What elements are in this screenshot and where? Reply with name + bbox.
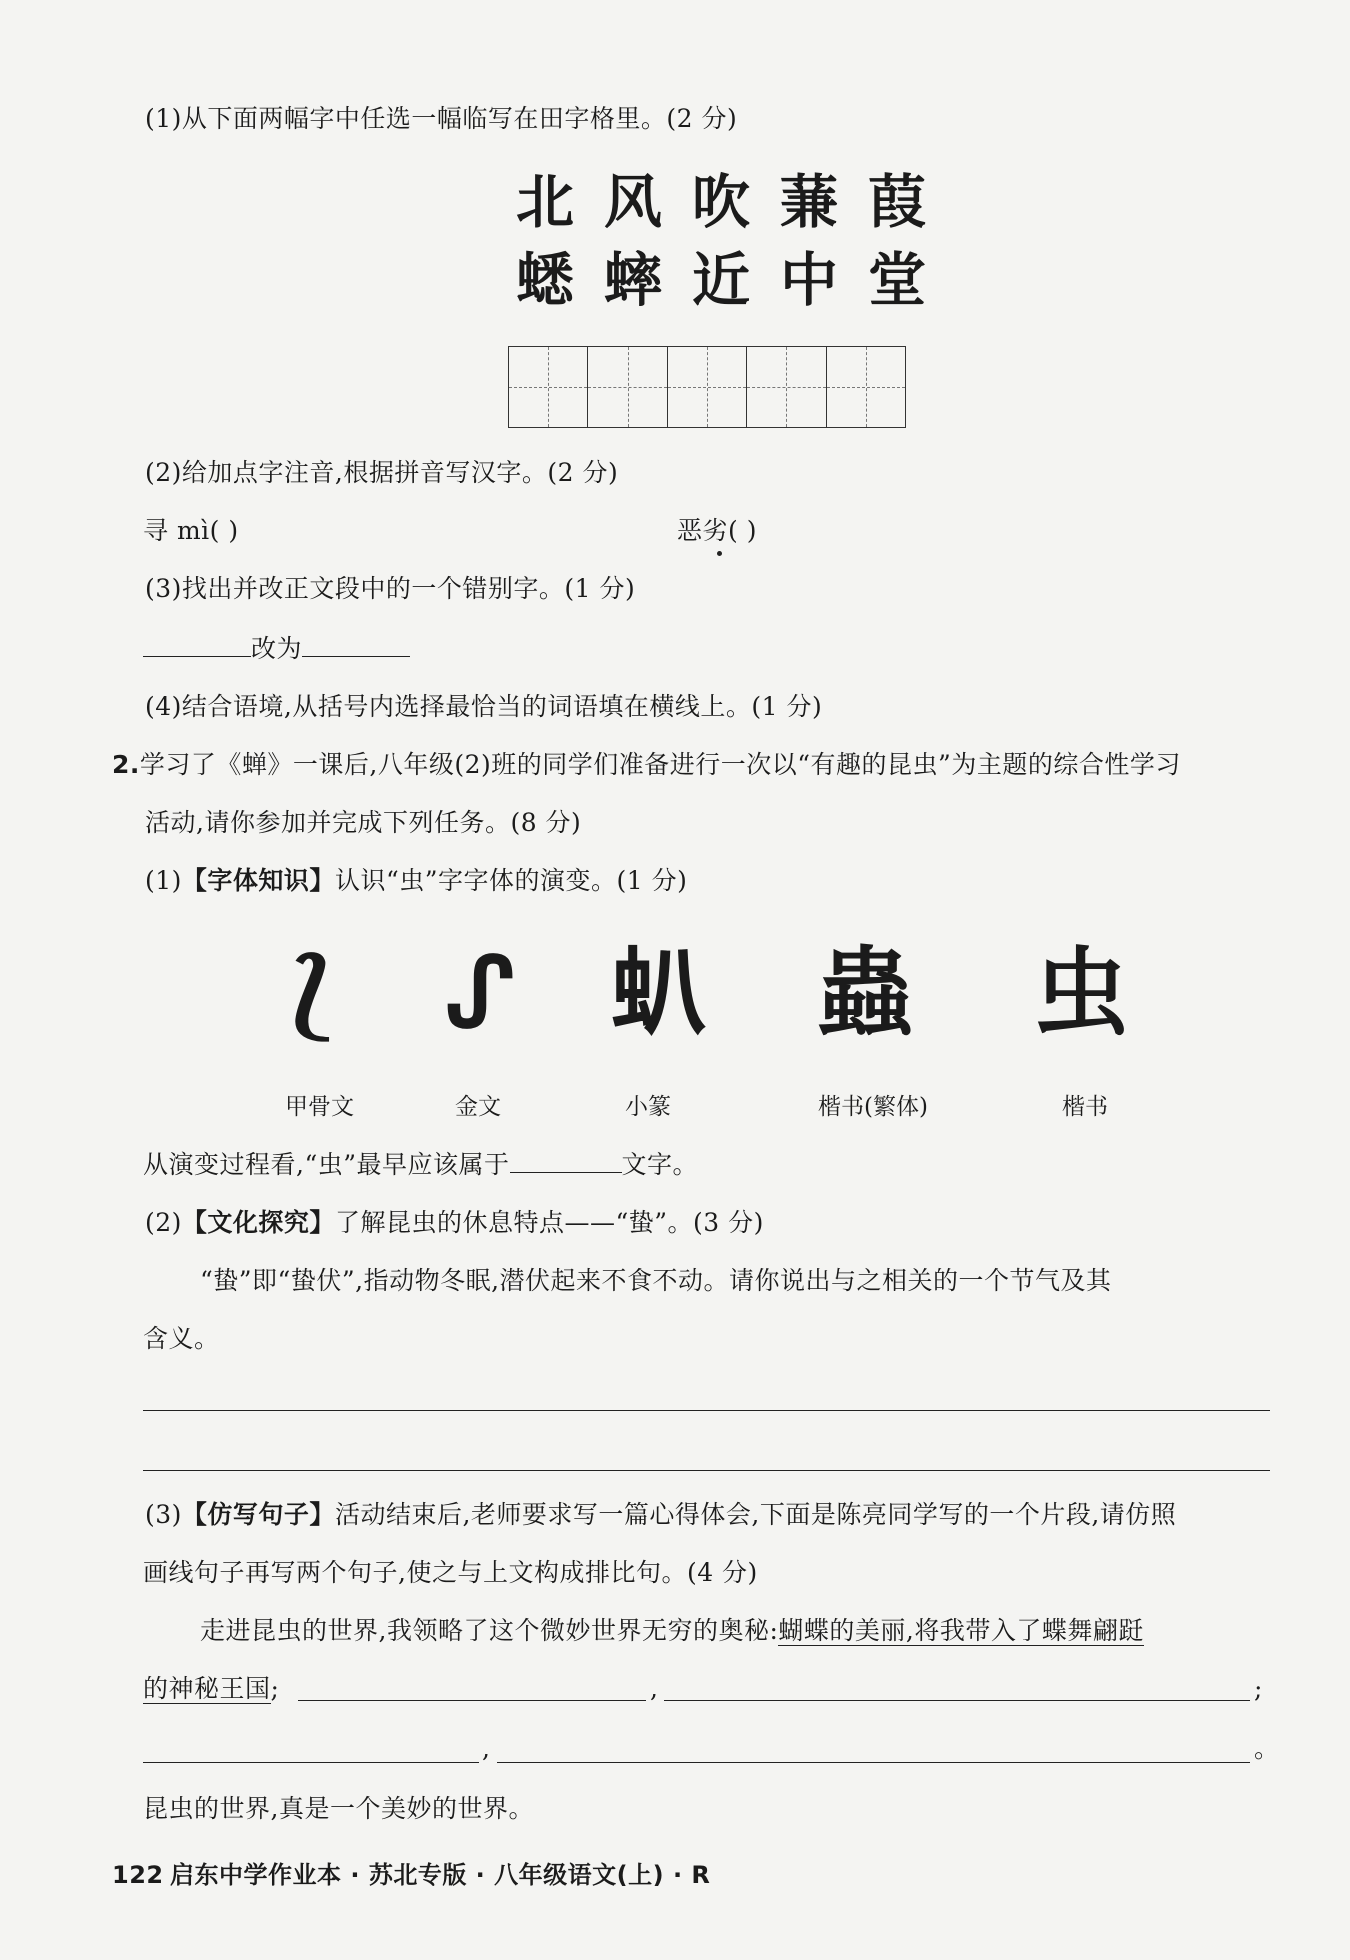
q2-number: 2. xyxy=(112,750,140,779)
q2-1-answer-row xyxy=(143,1148,698,1182)
comma-2: , xyxy=(482,1734,491,1763)
grid-cell[interactable] xyxy=(668,347,747,427)
label-regular: 楷书 xyxy=(1062,1094,1108,1120)
label-oracle-bone: 甲骨文 xyxy=(285,1094,354,1120)
bronze-glyph: ᔑ xyxy=(445,936,515,1049)
wrong-char-blank[interactable] xyxy=(143,632,251,657)
paragraph-start: 走进昆虫的世界,我领略了这个微妙世界无穷的奥秘: xyxy=(200,1616,779,1645)
calligraphy-line-1: 北风吹蒹葭 xyxy=(516,168,957,236)
q2-2-prefix: (2) xyxy=(145,1208,182,1237)
q2-2-tag: 【文化探究】 xyxy=(181,1208,335,1237)
period: 。 xyxy=(1254,1734,1280,1763)
label-traditional-regular: 楷书(繁体) xyxy=(818,1094,928,1120)
comma: , xyxy=(650,1674,659,1703)
q1-3-label: (3)找出并改正文段中的一个错别字。(1 分) xyxy=(145,574,636,603)
grid-cell[interactable] xyxy=(509,347,588,427)
q1-2-item-2: 恶劣( ) xyxy=(677,516,757,545)
small-seal-glyph: 𧈢 xyxy=(611,936,707,1049)
closing-sentence: 昆虫的世界,真是一个美妙的世界。 xyxy=(143,1794,534,1823)
script-type-blank[interactable] xyxy=(510,1148,622,1173)
q2-1-answer-suffix: 文字。 xyxy=(621,1150,699,1179)
answer-line-1[interactable] xyxy=(143,1410,1270,1411)
q2-3-label-line-2: 画线句子再写两个句子,使之与上文构成排比句。(4 分) xyxy=(143,1558,758,1587)
q2-3-prefix: (3) xyxy=(145,1500,182,1529)
answer-line-2[interactable] xyxy=(143,1470,1270,1471)
oracle-bone-glyph: ⟅ xyxy=(290,936,334,1049)
q2-3-paragraph-line-1 xyxy=(200,1614,1144,1648)
tianzige-writing-grid[interactable] xyxy=(508,346,906,428)
grid-cell[interactable] xyxy=(588,347,667,427)
q2-intro-text: 学习了《蝉》一课后,八年级(2)班的同学们准备进行一次以“有趣的昆虫”为主题的综合性学习 xyxy=(139,750,1181,779)
end-semicolon: ; xyxy=(1254,1674,1263,1703)
correct-char-blank[interactable] xyxy=(302,632,410,657)
emphasis-dot xyxy=(717,551,722,556)
footer-title: 启东中学作业本 · 苏北专版 · 八年级语文(上) · R xyxy=(170,1861,711,1889)
q2-3-tag: 【仿写句子】 xyxy=(181,1500,335,1529)
q2-1-text: 认识“虫”字字体的演变。(1 分) xyxy=(334,866,688,895)
imitation-blank-1b[interactable] xyxy=(664,1700,1250,1701)
traditional-regular-glyph: 蟲 xyxy=(817,936,913,1049)
q1-3-answer-row xyxy=(143,632,410,666)
q2-2-paragraph-line-1: “蛰”即“蛰伏”,指动物冬眠,潜伏起来不食不动。请你说出与之相关的一个节气及其 xyxy=(200,1266,1112,1295)
semicolon: ; xyxy=(270,1674,280,1703)
imitation-blank-2a[interactable] xyxy=(143,1762,479,1763)
q2-2-label xyxy=(145,1206,764,1240)
page-number: 122 xyxy=(112,1861,164,1889)
label-small-seal: 小篆 xyxy=(625,1094,671,1120)
q2-1-tag: 【字体知识】 xyxy=(181,866,335,895)
q1-4-label: (4)结合语境,从括号内选择最恰当的词语填在横线上。(1 分) xyxy=(145,692,823,721)
q1-1-label: (1)从下面两幅字中任选一幅临写在田字格里。(2 分) xyxy=(145,104,738,133)
q2-1-prefix: (1) xyxy=(145,866,182,895)
imitation-blank-1a[interactable] xyxy=(298,1700,646,1701)
grid-cell[interactable] xyxy=(827,347,905,427)
q2-2-text: 了解昆虫的休息特点——“蛰”。(3 分) xyxy=(334,1208,764,1237)
change-to-text: 改为 xyxy=(251,634,303,663)
q2-1-answer-prefix: 从演变过程看,“虫”最早应该属于 xyxy=(143,1150,510,1179)
regular-glyph: 虫 xyxy=(1033,936,1129,1049)
underlined-sentence-end: 的神秘王国 xyxy=(143,1674,271,1703)
label-bronze: 金文 xyxy=(455,1094,501,1120)
imitation-blank-2b[interactable] xyxy=(497,1762,1250,1763)
q2-3-text: 活动结束后,老师要求写一篇心得体会,下面是陈亮同学写的一个片段,请仿照 xyxy=(334,1500,1177,1529)
q2-intro-line-2: 活动,请你参加并完成下列任务。(8 分) xyxy=(145,808,582,837)
q1-2-label: (2)给加点字注音,根据拼音写汉字。(2 分) xyxy=(145,458,619,487)
grid-cell[interactable] xyxy=(747,347,826,427)
q2-1-label xyxy=(145,864,687,898)
q2-intro-line-1 xyxy=(112,748,1181,782)
underlined-sentence: 蝴蝶的美丽,将我带入了蝶舞翩跹 xyxy=(778,1616,1144,1645)
q2-2-paragraph-line-2: 含义。 xyxy=(143,1324,220,1353)
q2-3-label xyxy=(145,1498,1176,1532)
calligraphy-line-2: 蟋蟀近中堂 xyxy=(516,246,957,314)
q1-2-item-1: 寻 mì( ) xyxy=(143,516,239,545)
